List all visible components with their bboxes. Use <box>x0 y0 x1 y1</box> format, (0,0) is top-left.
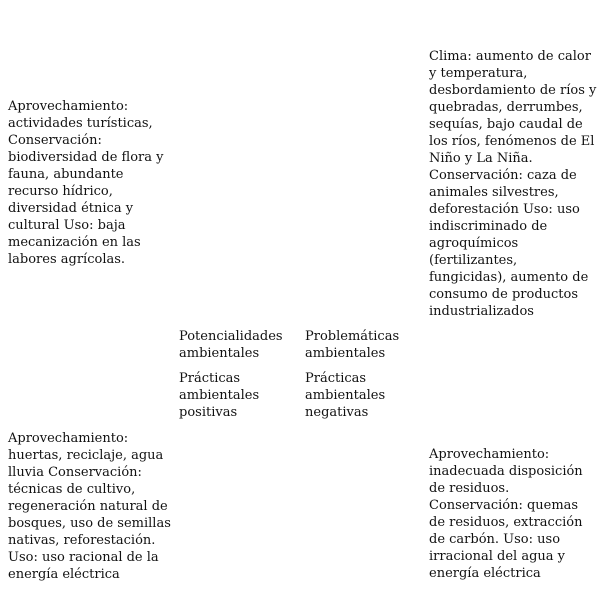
top-left-potentialities-text: Aprovechamiento: actividades turísticas, Conservación: biodiversidad de flora y fauna, abundante recurso hídrico, diversidad étnica y cultural Uso: baja mecanización en las labores agrícolas. <box>8 99 164 267</box>
center-label-potentialities: Potencialidades ambientales <box>179 329 283 361</box>
bottom-right-negative-practices-text: Aprovechamiento: inadecuada disposición de residuos. Conservación: quemas de residuos, extracción de carbón. Uso: uso irracional del agua y energía eléctrica <box>429 447 583 581</box>
center-label-problems: Problemáticas ambientales <box>305 329 400 361</box>
top-right-problems-text: Clima: aumento de calor y temperatura, desbordamiento de ríos y quebradas, derrumbes, sequías, bajo caudal de los ríos, fenómenos de El Niño y La Niña. Conservación: caza de animales silvestres, deforestación Uso: uso indiscriminado de agroquímicos (fertilizantes, fungicidas), aumento de consumo de productos industrializados <box>429 49 597 319</box>
center-label-negative-practices: Prácticas ambientales negativas <box>305 371 386 420</box>
center-label-positive-practices: Prácticas ambientales positivas <box>179 371 260 420</box>
bottom-left-positive-practices-text: Aprovechamiento: huertas, reciclaje, agua lluvia Conservación: técnicas de cultivo, regeneración natural de bosques, uso de semillas nativas, reforestación. Uso: uso racional de la energía eléctrica <box>8 431 171 582</box>
